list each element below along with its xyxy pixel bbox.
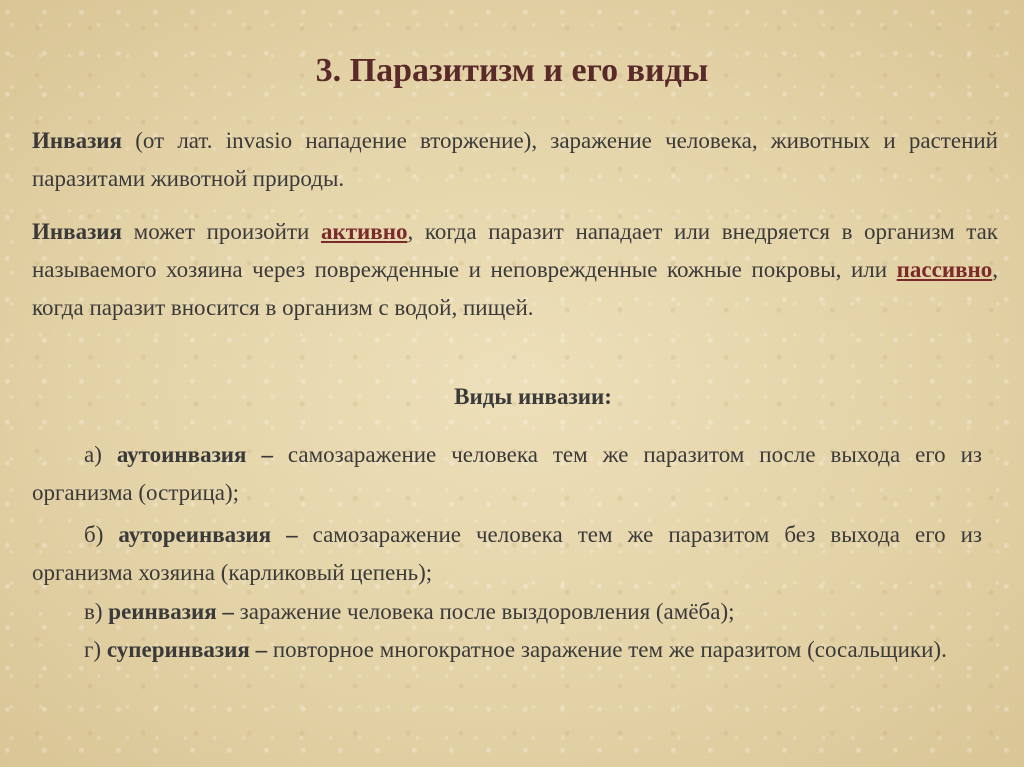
types-heading: Виды инвазии: [454, 384, 612, 409]
item-letter: г) [84, 637, 107, 662]
modes-text-2: , когда паразит нападает или внедряется в организм так называемого хозяина через поврежденные и неповрежденные кожные покровы, или [32, 219, 998, 282]
item-letter: в) [84, 599, 109, 624]
list-item-autoreinvasion [32, 516, 982, 592]
item-letter: а) [84, 442, 117, 467]
list-item-autoinvasion [32, 436, 982, 512]
item-text: повторное многократное заражение тем же паразитом (сосальщики). [272, 637, 947, 662]
item-term: аутоинвазия [116, 442, 247, 467]
definition-paragraph [32, 122, 998, 198]
item-term: аутореинвазия [118, 522, 272, 547]
item-dash: – [271, 522, 313, 547]
item-dash: – [246, 442, 288, 467]
modes-text-3: , когда паразит вносится в организм с водой, пищей. [32, 257, 998, 320]
item-term: реинвазия – [108, 599, 234, 624]
item-term: суперинвазия – [106, 637, 268, 662]
term-invasion: Инвазия [32, 128, 123, 153]
list-item-superinvasion [32, 631, 982, 669]
slide-title: 3. Паразитизм и его виды [315, 52, 709, 89]
definition-text: (от лат. invasio нападение вторжение), заражение человека, животных и растений паразитами животной природы. [32, 128, 998, 191]
term-invasion-2: Инвазия [32, 219, 123, 244]
modes-text-1: может произойти [122, 219, 321, 244]
passive-link[interactable]: пассивно [896, 257, 993, 282]
item-letter: б) [84, 522, 119, 547]
active-link[interactable]: активно [320, 219, 408, 244]
list-item-reinvasion [32, 593, 982, 631]
item-text: самозаражение человека тем же паразитом после выхода его из организма (острица); [32, 442, 982, 505]
item-text: заражение человека после выздоровления (амёба); [239, 599, 735, 624]
invasion-modes-paragraph [32, 213, 998, 327]
item-text: самозаражение человека тем же паразитом без выхода его из организма хозяина (карликовый цепень); [32, 522, 982, 585]
